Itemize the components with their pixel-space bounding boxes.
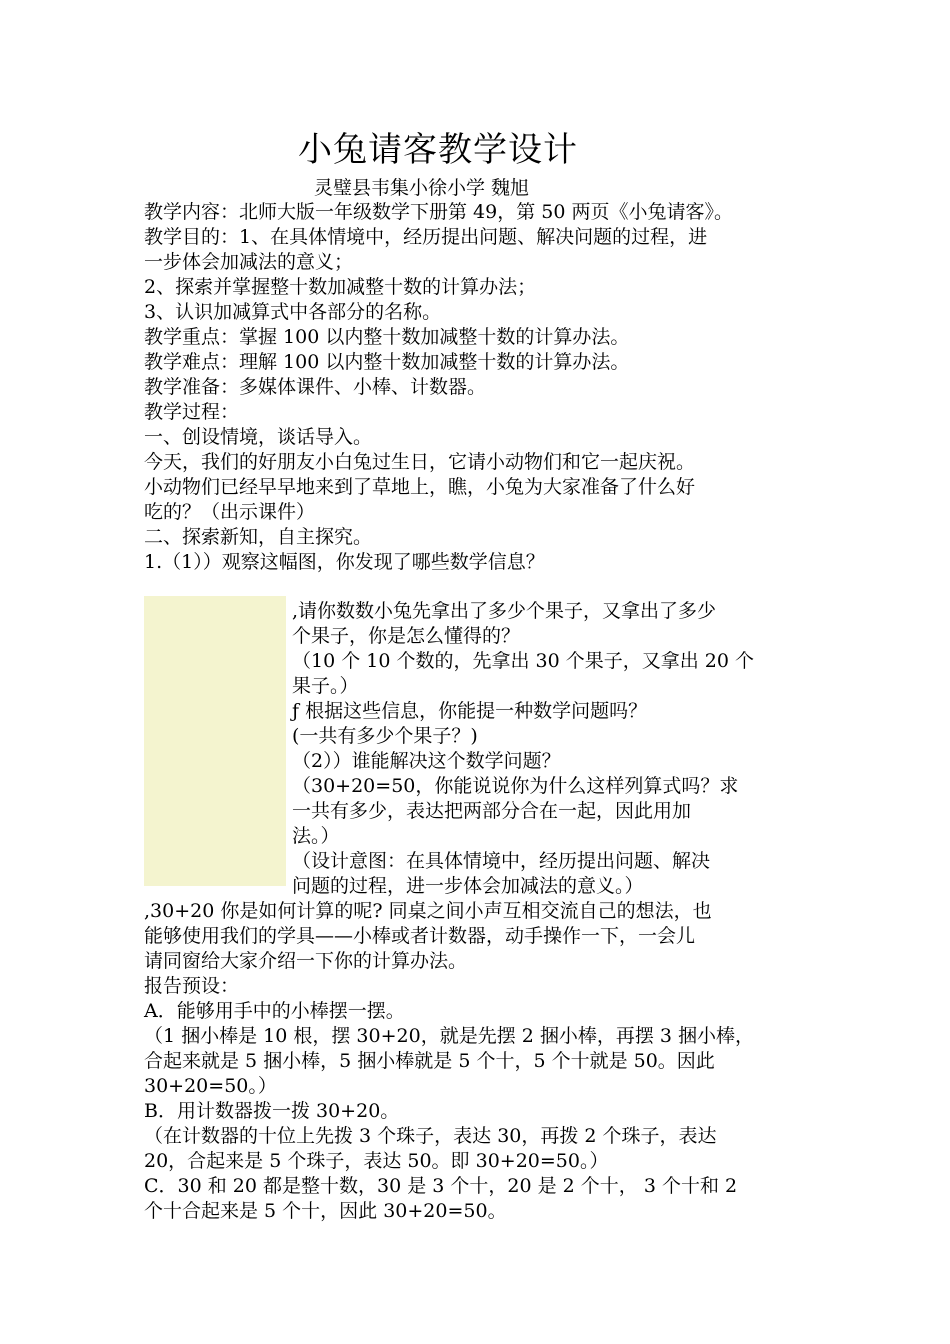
body-line: 小动物们已经早早地来到了草地上，瞧，小兔为大家准备了什么好 [144,476,696,498]
side-line: （2））谁能解决这个数学问题？ [292,750,561,772]
body-line: A．能够用手中的小棒摆一摆。 [144,1000,405,1022]
side-line: ƒ 根据这些信息，你能提一种数学问题吗？ [292,700,648,722]
body-line: 合起来就是 5 捆小棒，5 捆小棒就是 5 个十，5 个十就是 50。因此 [144,1050,715,1072]
author-line: 灵璧县韦集小徐小学 魏旭 [314,177,530,199]
body-line: （在计数器的十位上先拨 3 个珠子，表达 30，再拨 2 个珠子，表达 [144,1125,717,1147]
side-line: 问题的过程，进一步体会加减法的意义。） [292,875,644,897]
body-line: 3、认识加减算式中各部分的名称。 [144,301,442,323]
body-line: B．用计数器拨一拨 30+20。 [144,1100,400,1122]
body-line: 一步体会加减法的意义； [144,251,354,273]
body-line: 个十合起来是 5 个十，因此 30+20=50。 [144,1200,507,1222]
body-line: 一、创设情境，谈话导入。 [144,426,373,448]
body-line: 请同窗给大家介绍一下你的计算办法。 [144,950,468,972]
body-line: 报告预设： [144,975,240,997]
illustration-placeholder [144,596,286,886]
body-line: 教学重点：掌握 100 以内整十数加减整十数的计算办法。 [144,326,630,348]
body-line: 20，合起来是 5 个珠子，表达 50。即 30+20=50。） [144,1150,609,1172]
body-line: 能够使用我们的学具——小棒或者计数器，动手操作一下，一会儿 [144,925,696,947]
body-line: ,30+20 你是如何计算的呢? 同桌之间小声互相交流自己的想法，也 [144,900,712,922]
body-line: 30+20=50。） [144,1075,277,1097]
body-line: （1 捆小棒是 10 根，摆 30+20，就是先摆 2 捆小棒，再摆 3 捆小棒， [144,1025,755,1047]
side-line: （设计意图：在具体情境中，经历提出问题、解决 [292,850,711,872]
body-line: 教学难点：理解 100 以内整十数加减整十数的计算办法。 [144,351,630,373]
body-line: 教学内容：北师大版一年级数学下册第 49，第 50 两页《小兔请客》。 [144,201,733,223]
body-line: 2、探索并掌握整十数加减整十数的计算办法； [144,276,537,298]
body-line: 吃的？（出示课件） [144,501,316,523]
document-title: 小兔请客教学设计 [298,130,578,170]
side-line: 个果子，你是怎么懂得的？ [292,625,521,647]
body-line: 教学过程： [144,401,240,423]
side-line: 果子。） [292,675,359,697]
body-line: 今天，我们的好朋友小白兔过生日，它请小动物们和它一起庆祝。 [144,451,696,473]
body-line: 1.（1））观察这幅图，你发现了哪些数学信息？ [144,551,545,573]
side-line: （10 个 10 个数的，先拿出 30 个果子，又拿出 20 个 [292,650,754,672]
body-line: 教学准备：多媒体课件、小棒、计数器。 [144,376,487,398]
side-line: 一共有多少，表达把两部分合在一起，因此用加 [292,800,692,822]
side-line: 法。） [292,825,340,847]
side-line: (一共有多少个果子？) [292,725,478,747]
body-line: 教学目的：1、在具体情境中，经历提出问题、解决问题的过程，进 [144,226,708,248]
body-line: C．30 和 20 都是整十数，30 是 3 个十，20 是 2 个十， 3 个十和 2 [144,1175,738,1197]
body-line: 二、探索新知，自主探究。 [144,526,373,548]
side-line: （30+20=50，你能说说你为什么这样列算式吗？求 [292,775,739,797]
side-line: ,请你数数小兔先拿出了多少个果子，又拿出了多少 [292,600,717,622]
